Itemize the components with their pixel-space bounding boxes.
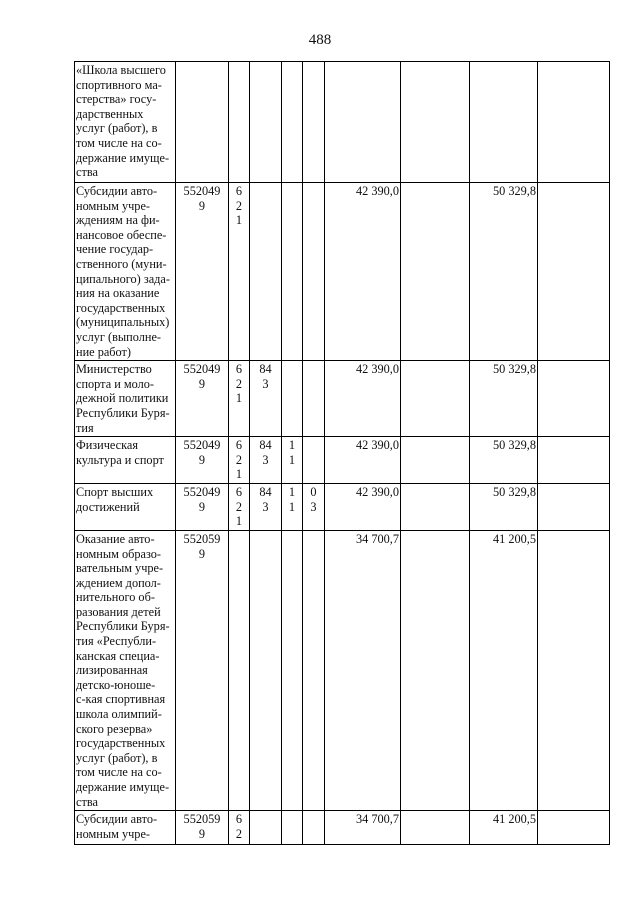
expense-type-cell: 6 2 1	[229, 437, 250, 484]
subsection-cell	[303, 361, 325, 437]
ministry-code-cell: 84 3	[250, 483, 282, 530]
amount-2-cell: 50 329,8	[470, 437, 538, 484]
subsection-cell	[303, 437, 325, 484]
subsection-cell	[303, 811, 325, 845]
empty-cell-1	[401, 361, 470, 437]
amount-2-cell: 50 329,8	[470, 483, 538, 530]
expense-type-cell: 6 2 1	[229, 361, 250, 437]
empty-cell-2	[538, 361, 610, 437]
row-name-cell: Физическая культура и спорт	[75, 437, 176, 484]
empty-cell-2	[538, 530, 610, 810]
amount-1-cell	[325, 62, 401, 183]
empty-cell-1	[401, 62, 470, 183]
table-row	[75, 437, 610, 484]
empty-cell-2	[538, 437, 610, 484]
subsection-cell	[303, 62, 325, 183]
empty-cell-1	[401, 483, 470, 530]
section-cell	[282, 530, 303, 810]
table-row	[75, 183, 610, 361]
amount-1-cell: 42 390,0	[325, 437, 401, 484]
table-row	[75, 483, 610, 530]
budget-table	[74, 61, 610, 845]
subsection-cell: 0 3	[303, 483, 325, 530]
subsection-cell	[303, 530, 325, 810]
ministry-code-cell: 84 3	[250, 361, 282, 437]
amount-1-cell: 42 390,0	[325, 183, 401, 361]
amount-2-cell: 41 200,5	[470, 530, 538, 810]
empty-cell-1	[401, 437, 470, 484]
target-article-cell: 552049 9	[176, 361, 229, 437]
amount-1-cell: 34 700,7	[325, 530, 401, 810]
empty-cell-2	[538, 483, 610, 530]
target-article-cell: 552049 9	[176, 483, 229, 530]
amount-1-cell: 42 390,0	[325, 483, 401, 530]
amount-2-cell: 41 200,5	[470, 811, 538, 845]
row-name-cell: Оказание авто- номным образо- вательным учре- ждением допол- нительного об- разования детей Республики Буря- тия «Республи- канская специа- лизированная детско-юноше- с-кая спортивная школа олимпий- ского резерва» государственных услуг (работ), в том числе на со- держание имуще- ства	[75, 530, 176, 810]
empty-cell-1	[401, 530, 470, 810]
target-article-cell: 552059 9	[176, 530, 229, 810]
target-article-cell	[176, 62, 229, 183]
ministry-code-cell	[250, 183, 282, 361]
empty-cell-2	[538, 62, 610, 183]
ministry-code-cell	[250, 530, 282, 810]
table-row	[75, 811, 610, 845]
ministry-code-cell	[250, 62, 282, 183]
section-cell: 1 1	[282, 483, 303, 530]
section-cell	[282, 183, 303, 361]
page-number: 488	[308, 32, 332, 48]
subsection-cell	[303, 183, 325, 361]
section-cell	[282, 361, 303, 437]
ministry-code-cell	[250, 811, 282, 845]
amount-2-cell: 50 329,8	[470, 361, 538, 437]
section-cell: 1 1	[282, 437, 303, 484]
section-cell	[282, 62, 303, 183]
empty-cell-2	[538, 183, 610, 361]
amount-1-cell: 42 390,0	[325, 361, 401, 437]
expense-type-cell	[229, 530, 250, 810]
table-row	[75, 361, 610, 437]
row-name-cell: Министерство спорта и моло- дежной политики Республики Буря- тия	[75, 361, 176, 437]
row-name-cell: «Школа высшего спортивного ма- стерства» госу- дарственных услуг (работ), в том числе на со- держание имуще- ства	[75, 62, 176, 183]
expense-type-cell: 6 2	[229, 811, 250, 845]
row-name-cell: Субсидии авто- номным учре-	[75, 811, 176, 845]
expense-type-cell	[229, 62, 250, 183]
row-name-cell: Спорт высших достижений	[75, 483, 176, 530]
expense-type-cell: 6 2 1	[229, 483, 250, 530]
amount-1-cell: 34 700,7	[325, 811, 401, 845]
empty-cell-1	[401, 183, 470, 361]
target-article-cell: 552059 9	[176, 811, 229, 845]
target-article-cell: 552049 9	[176, 183, 229, 361]
section-cell	[282, 811, 303, 845]
amount-2-cell: 50 329,8	[470, 183, 538, 361]
target-article-cell: 552049 9	[176, 437, 229, 484]
row-name-cell: Субсидии авто- номным учре- ждениям на фи- нансовое обеспе- чение государ- ственного (муни- ципального) зада- ния на оказание государственных (муниципальных) услуг (выполне- ние работ)	[75, 183, 176, 361]
ministry-code-cell: 84 3	[250, 437, 282, 484]
table-row	[75, 530, 610, 810]
empty-cell-1	[401, 811, 470, 845]
empty-cell-2	[538, 811, 610, 845]
amount-2-cell	[470, 62, 538, 183]
table-row	[75, 62, 610, 183]
expense-type-cell: 6 2 1	[229, 183, 250, 361]
